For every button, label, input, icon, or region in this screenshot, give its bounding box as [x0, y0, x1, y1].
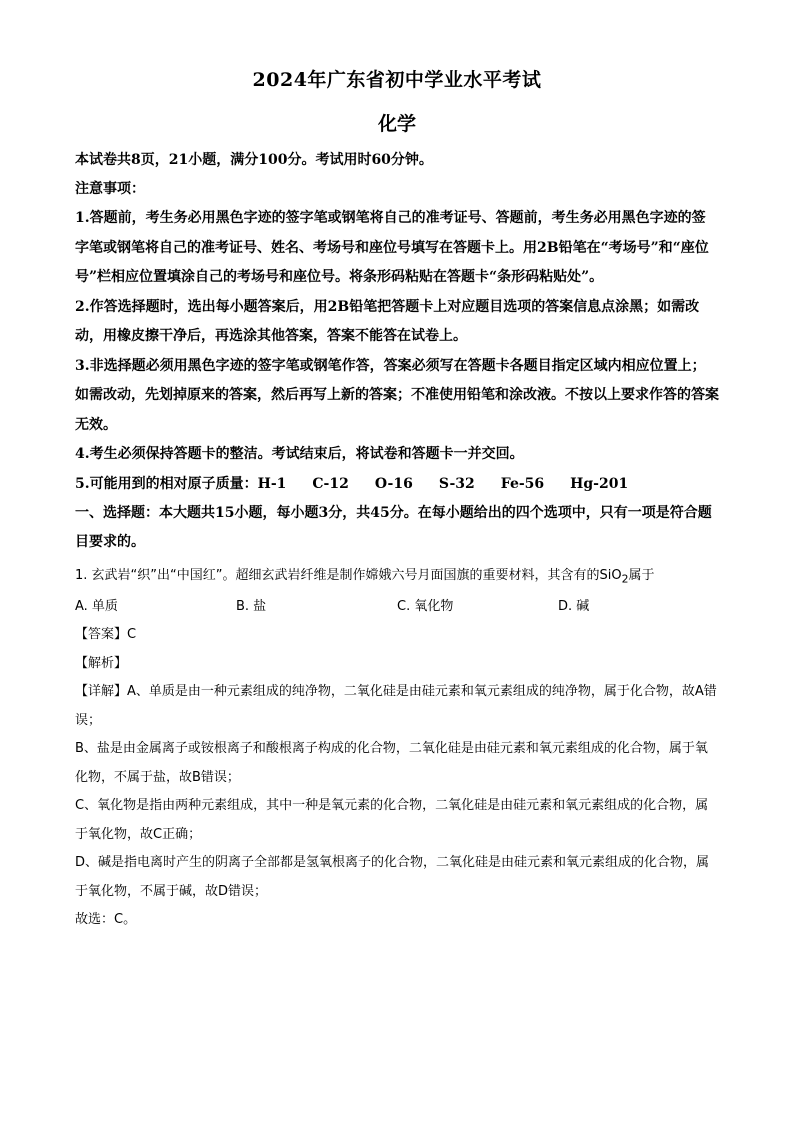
notice-2: 2.作答选择题时，选出每小题答案后，用2B铅笔把答题卡上对应题目选项的答案信息点涂黑；如需改动，用橡皮擦干净后，再选涂其他答案，答案不能答在试卷上。 [75, 298, 700, 344]
atomic-mass-h: H-1 [257, 475, 287, 492]
exam-subject: 化学 [377, 113, 416, 135]
atomic-masses [75, 470, 719, 499]
notice-4: 4.考生必须保持答题卡的整洁。考试结束后，将试卷和答题卡一并交回。 [75, 446, 524, 462]
section-one-heading: 一、选择题：本大题共15小题，每小题3分，共45分。在每小题给出的四个选项中，只有一项是符合题目要求的。 [75, 504, 712, 550]
question-1-stem [75, 562, 719, 594]
exam-title: 2024年广东省初中学业水平考试 [252, 69, 542, 91]
option-a: A. 单质 [75, 599, 118, 615]
notice-3: 3.非选择题必须用黑色字迹的签字笔或钢笔作答，答案必须写在答题卡各题目指定区域内相应位置上；如需改动，先划掉原来的答案，然后再写上新的答案；不准使用铅笔和涂改液。不按以上要求作答的答案无效。 [75, 357, 719, 433]
question-1-options [75, 593, 719, 621]
analysis-heading: 【解析】 [75, 655, 128, 671]
atomic-mass-s: S-32 [438, 475, 475, 492]
atomic-mass-o: O-16 [374, 475, 413, 492]
question-1-stem-subscript: 2 [621, 572, 629, 586]
option-b: B. 盐 [236, 599, 267, 615]
atomic-mass-hg: Hg-201 [570, 475, 629, 492]
atomic-mass-fe: Fe-56 [500, 475, 545, 492]
notice-1: 1.答题前，考生务必用黑色字迹的签字笔或钢笔将自己的准考证号、答题前，考生务必用黑色字迹的签字笔或钢笔将自己的准考证号、姓名、考场号和座位号填写在答题卡上。用2B铅笔在“考场号”和“座位号”栏相应位置填涂自己的考场号和座位号。将条形码粘贴在答题卡“条形码粘贴处”。 [75, 210, 709, 285]
detail-a: 【详解】A、单质是由一种元素组成的纯净物，二氧化硅是由硅元素和氧元素组成的纯净物，属于化合物，故A错误； [75, 684, 717, 728]
notice-heading: 注意事项： [75, 181, 145, 197]
exam-intro: 本试卷共8页，21小题，满分100分。考试用时60分钟。 [75, 152, 433, 168]
detail-b: B、盐是由金属离子或铵根离子和酸根离子构成的化合物，二氧化硅是由硅元素和氧元素组成的化合物，属于氧化物，不属于盐，故B错误； [75, 741, 708, 785]
detail-c: C、氧化物是指由两种元素组成，其中一种是氧元素的化合物，二氧化硅是由硅元素和氧元素组成的化合物，属于氧化物，故C正确； [75, 798, 709, 842]
answer: 【答案】C [75, 627, 137, 643]
question-1-stem-suffix: 属于 [628, 567, 655, 583]
question-1-stem-prefix: 1. 玄武岩“织”出“中国红”。超细玄武岩纤维是制作嫦娥六号月面国旗的重要材料，其含有的SiO [75, 567, 622, 583]
atomic-mass-c: C-12 [312, 475, 349, 492]
atomic-mass-label: 5.可能用到的相对原子质量： [75, 475, 258, 492]
conclusion: 故选：C。 [75, 912, 137, 928]
option-d: D. 碱 [558, 599, 590, 615]
option-c: C. 氧化物 [397, 599, 454, 615]
detail-d: D、碱是指电离时产生的阴离子全部都是氢氧根离子的化合物，二氧化硅是由硅元素和氧元素组成的化合物，属于氧化物，不属于碱，故D错误； [75, 855, 710, 899]
